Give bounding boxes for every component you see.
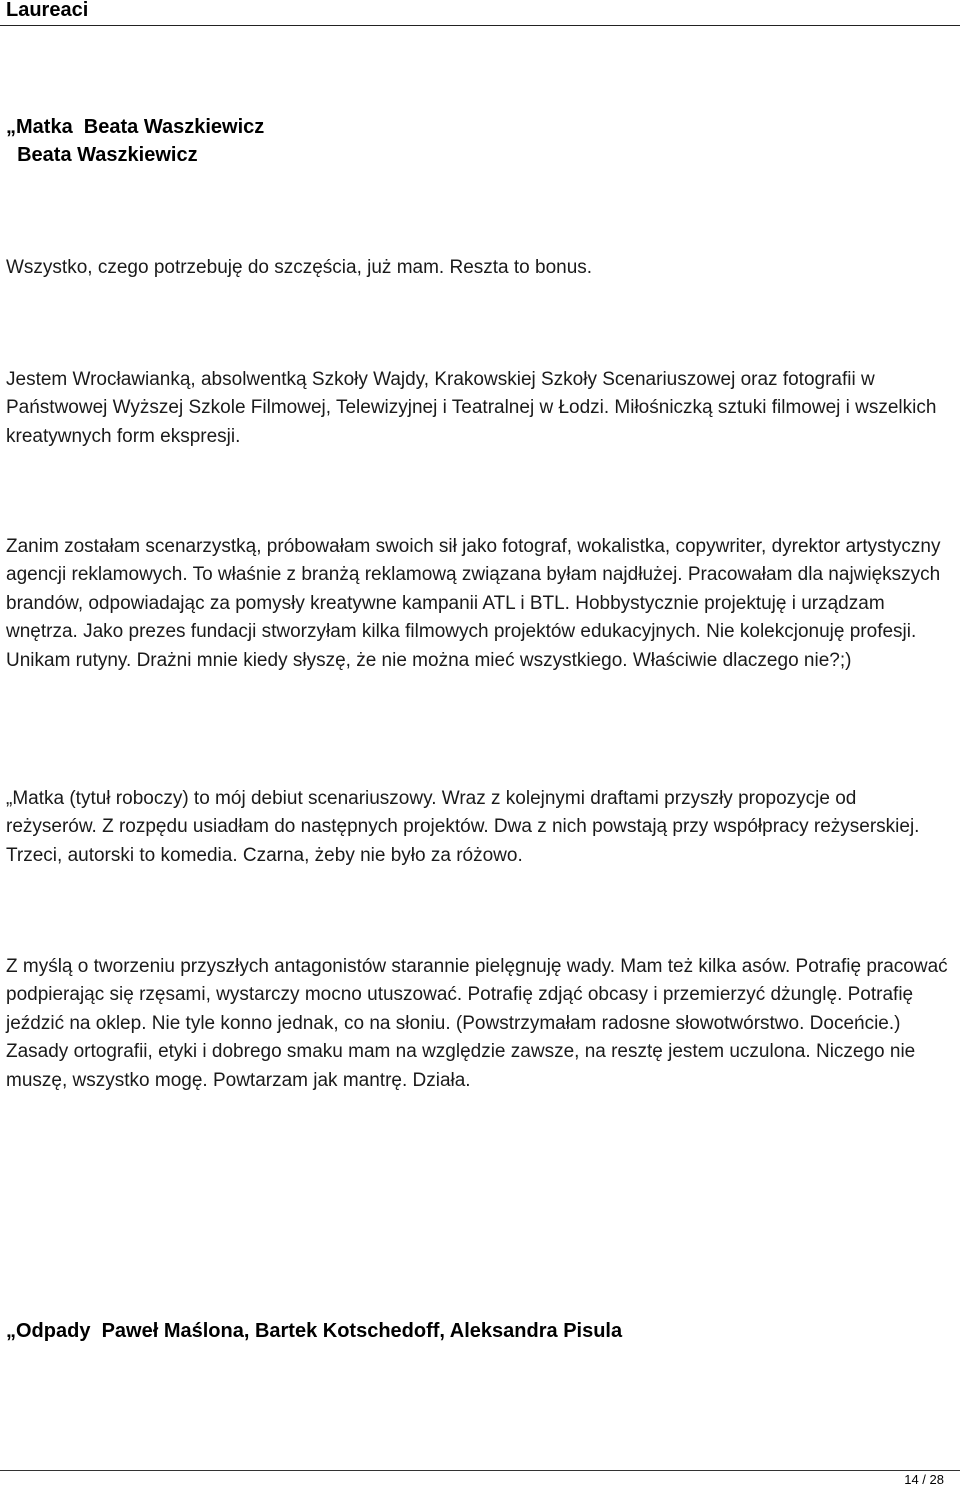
bio-paragraph-1 — [6, 366, 951, 451]
bio-paragraph-4 — [6, 953, 951, 1095]
entry-title-block — [6, 113, 951, 169]
bio-paragraph-3-text: „Matka (tytuł roboczy) to mój debiut scenariuszowy. Wraz z kolejnymi draftami przyszły propozycje od reżyserów. Z rozpędu usiadłam do następnych projektów. Dwa z nich powstają przy współpracy reżyserskiej. Trzeci, autorski to komedia. Czarna, żeby nie było za różowo. — [6, 788, 920, 866]
bio-paragraph-1-text: Jestem Wrocławianką, absolwentką Szkoły Wajdy, Krakowskiej Szkoły Scenariuszowej oraz fotografii w Państwowej Wyższej Szkole Filmowej, Telewizyjnej i Teatralnej w Łodzi. Miłośniczką sztuki filmowej i wszelkich kreatywnych form ekspresji. — [6, 369, 937, 447]
page-footer — [0, 1470, 960, 1487]
bio-paragraph-2-text: Zanim zostałam scenarzystką, próbowałam swoich sił jako fotograf, wokalistka, copywriter, dyrektor artystyczny agencji reklamowych. To właśnie z branżą reklamową związana byłam najdłużej. Pracowałam dla największych brandów, odpowiadając za pomysły kreatywne kampanii ATL i BTL. Hobbystycznie projektuję i urządzam wnętrza. Jako prezes fundacji stworzyłam kilka filmowych projektów edukacyjnych. Nie kolekcjonuję profesji. Unikam rutyny. Drażni mnie kiedy słyszę, że nie można mieć wszystkiego. Właściwie dlaczego nie?;) — [6, 536, 941, 671]
entry-title-line-2: Beata Waszkiewicz — [6, 144, 198, 166]
page-title: Laureaci — [6, 0, 89, 21]
bio-paragraph-4-text: Z myślą o tworzeniu przyszłych antagonistów starannie pielęgnuję wady. Mam też kilka asów. Potrafię pracować podpierając się rzęsami, wystarczy mocno utuszować. Potrafię zdjąć obcasy i przemierzyć dżunglę. Potrafię jeździć na oklep. Nie tyle konno jednak, co na słoniu. (Powstrzymałam radosne słowotwórstwo. Doceńcie.) Zasady ortografii, etyki i dobrego smaku mam na względzie zawsze, na resztę jestem uczulona. Niczego nie muszę, wszystko mogę. Powtarzam jak mantrę. Działa. — [6, 956, 948, 1091]
entry-2-title-block — [6, 1317, 951, 1345]
bio-paragraph-2 — [6, 533, 951, 675]
entry-title-line-1: „Matka Beata Waszkiewicz — [6, 116, 265, 138]
entry-2-title: „Odpady Paweł Maślona, Bartek Kotschedoff, Aleksandra Pisula — [6, 1320, 623, 1342]
bio-paragraph-3 — [6, 785, 951, 870]
page-header — [0, 0, 960, 26]
motto-text: Wszystko, czego potrzebuję do szczęścia, już mam. Reszta to bonus. — [6, 257, 593, 278]
motto-paragraph — [6, 254, 951, 282]
page-number: 14 / 28 — [904, 1472, 944, 1487]
